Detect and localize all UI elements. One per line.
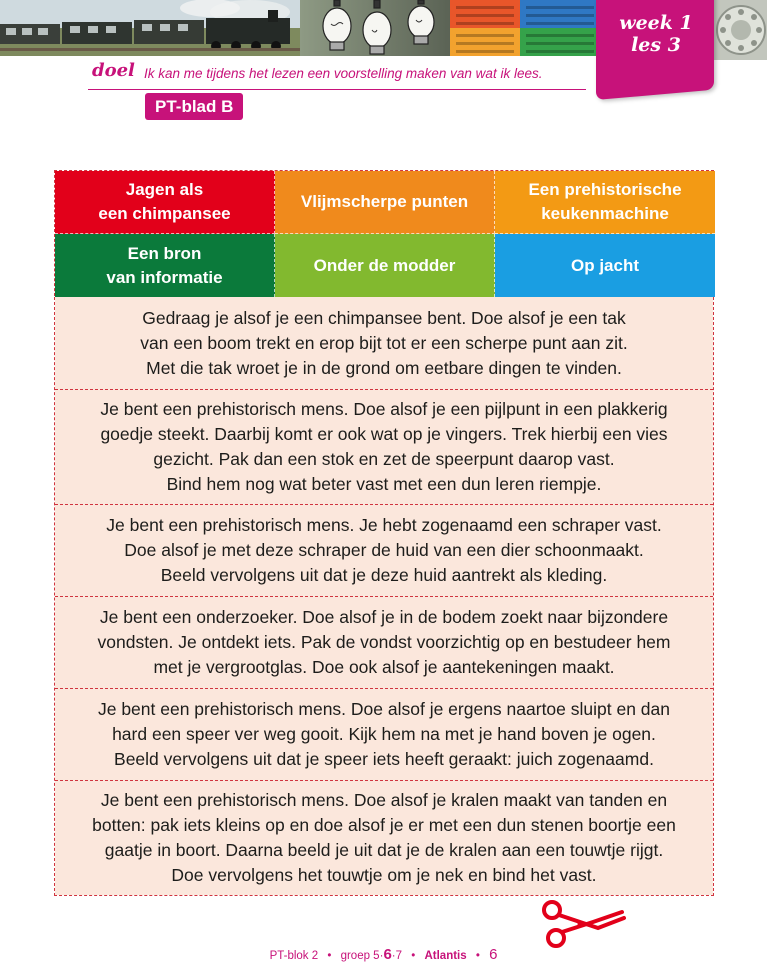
footer-groep: groep 5 [340, 950, 380, 962]
footer-mid-dot: · [391, 950, 396, 962]
instruction-text: Gedraag je alsof je een chimpansee bent. Doe alsof je een tak van een boom trekt en erop bijt tot er een scherpe punt aan zit. Met die tak wroet je in de grond om eetbare dingen te vinden. [140, 307, 628, 378]
week-lesson-label [600, 12, 712, 56]
doel-divider [88, 89, 586, 90]
title-card-2[interactable] [275, 171, 495, 234]
footer-brand: Atlantis [424, 950, 467, 962]
title-card-6[interactable] [495, 234, 715, 297]
page-number: 6 [489, 946, 498, 963]
instruction-card-6[interactable] [55, 781, 713, 895]
pt-blad-badge: PT-blad B [145, 93, 243, 120]
instruction-text: Je bent een prehistorisch mens. Doe alsof je ergens naartoe sluipt en dan hard een speer ver weg gooit. Kijk hem na met je hand boven je ogen. Beeld vervolgens uit dat je speer iets heeft geraakt: juich zogenaamd. [97, 699, 670, 769]
footer-dot: • [411, 950, 416, 962]
title-grid [54, 170, 714, 296]
footer-groep-next: 7 [395, 950, 403, 962]
page-footer [0, 946, 767, 963]
instruction-text: Je bent een prehistorisch mens. Doe alsof je een pijlpunt in een plakkerig goedje steekt. Daarbij komt er ook wat op je vingers. Trek hierbij een vies gezicht. Pak dan een stok en zet de speerpunt daarop vast. Bind hem nog wat beter vast met een dun leren riempje. [100, 399, 668, 494]
rotary-phone-photo [707, 0, 767, 60]
lesson-number: les 3 [631, 34, 681, 56]
title-card-label: Op jacht [570, 255, 639, 275]
lightbulb-photo [300, 0, 450, 56]
title-card-label: Onder de modder [313, 255, 456, 275]
footer-blok: PT-blok 2 [269, 950, 319, 962]
doel-label: doel [92, 60, 135, 81]
instruction-card-4[interactable] [55, 597, 713, 689]
title-card-label: Een bron van informatie [106, 243, 223, 287]
footer-groep-current: 6 [383, 946, 392, 963]
title-card-label: Vlijmscherpe punten [300, 192, 469, 211]
footer-dot: • [327, 950, 332, 962]
header-collage [0, 0, 600, 56]
instruction-card-3[interactable] [55, 505, 713, 597]
instruction-cards [54, 297, 714, 896]
title-card-label: Een prehistorische keukenmachine [528, 180, 682, 223]
instruction-text: Je bent een prehistorisch mens. Je hebt zogenaamd een schraper vast. Doe alsof je met deze schraper de huid van een dier schoonmaakt. Beeld vervolgens uit dat je deze huid aantrekt als kleding. [106, 515, 662, 585]
instruction-text: Je bent een onderzoeker. Doe alsof je in de bodem zoekt naar bijzondere vondsten. Je ontdekt iets. Pak de vondst voorzichtig op en bestudeer hem met je vergrootglas. Doe ook alsof je aantekeningen maakt. [97, 607, 671, 677]
footer-dot: • [475, 950, 480, 962]
footer-mid-dot: · [379, 950, 384, 962]
title-card-4[interactable] [55, 234, 275, 297]
crates-photo [450, 0, 600, 56]
title-card-label: Jagen als een chimpansee [98, 180, 231, 223]
instruction-card-5[interactable] [55, 689, 713, 781]
instruction-card-2[interactable] [55, 390, 713, 505]
instruction-card-1[interactable] [55, 297, 713, 390]
header-photo-strip [0, 0, 600, 56]
week-number: week 1 [619, 12, 693, 34]
title-card-3[interactable] [495, 171, 715, 234]
instruction-text: Je bent een prehistorisch mens. Doe alsof je kralen maakt van tanden en botten: pak iets kleins op en doe alsof je er met een dun stenen boortje een gaatje in boort. Daarna beeld je uit dat je de kralen aan een touwtje rijgt. Doe vervolgens het touwtje om je nek en bind het vast. [92, 790, 676, 885]
title-card-1[interactable] [55, 171, 275, 234]
title-card-5[interactable] [275, 234, 495, 297]
doel-text: Ik kan me tijdens het lezen een voorstelling maken van wat ik lees. [144, 66, 543, 81]
